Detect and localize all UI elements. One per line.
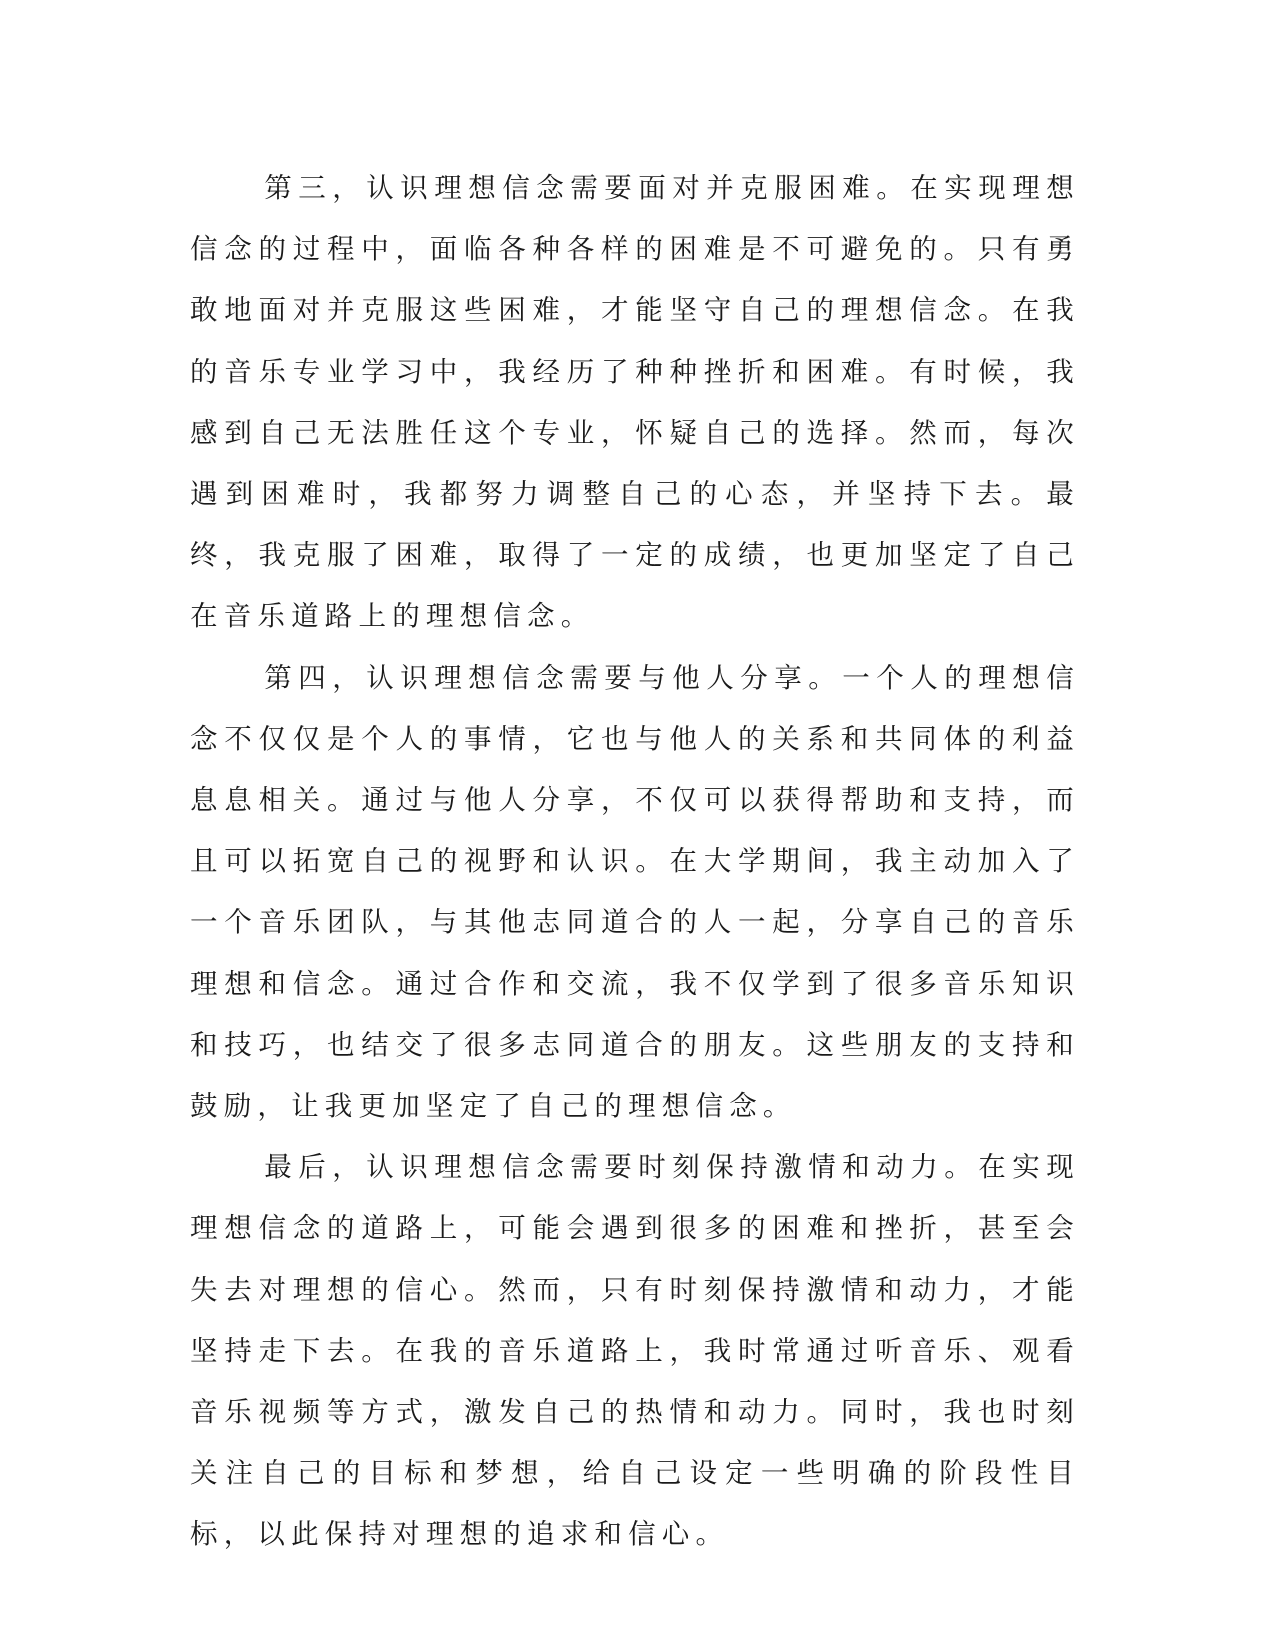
paragraph-final-point: 最后，认识理想信念需要时刻保持激情和动力。在实现理想信念的道路上，可能会遇到很多的困难和挫折，甚至会失去对理想的信心。然而，只有时刻保持激情和动力，才能坚持走下去。在我的音乐道路上，我时常通过听音乐、观看音乐视频等方式，激发自己的热情和动力。同时，我也时刻关注自己的目标和梦想，给自己设定一些明确的阶段性目标，以此保持对理想的追求和信心。 — [190, 1151, 1080, 1551]
paragraph-fourth-point: 第四，认识理想信念需要与他人分享。一个人的理想信念不仅仅是个人的事情，它也与他人的关系和共同体的利益息息相关。通过与他人分享，不仅可以获得帮助和支持，而且可以拓宽自己的视野和认识。在大学期间，我主动加入了一个音乐团队，与其他志同道合的人一起，分享自己的音乐理想和信念。通过合作和交流，我不仅学到了很多音乐知识和技巧，也结交了很多志同道合的朋友。这些朋友的支持和鼓励，让我更加坚定了自己的理想信念。 — [190, 661, 1080, 1123]
paragraph-third-point: 第三，认识理想信念需要面对并克服困难。在实现理想信念的过程中，面临各种各样的困难是不可避免的。只有勇敢地面对并克服这些困难，才能坚守自己的理想信念。在我的音乐专业学习中，我经历了种种挫折和困难。有时候，我感到自己无法胜任这个专业，怀疑自己的选择。然而，每次遇到困难时，我都努力调整自己的心态，并坚持下去。最终，我克服了困难，取得了一定的成绩，也更加坚定了自己在音乐道路上的理想信念。 — [190, 172, 1080, 633]
body-text — [190, 158, 1080, 1566]
